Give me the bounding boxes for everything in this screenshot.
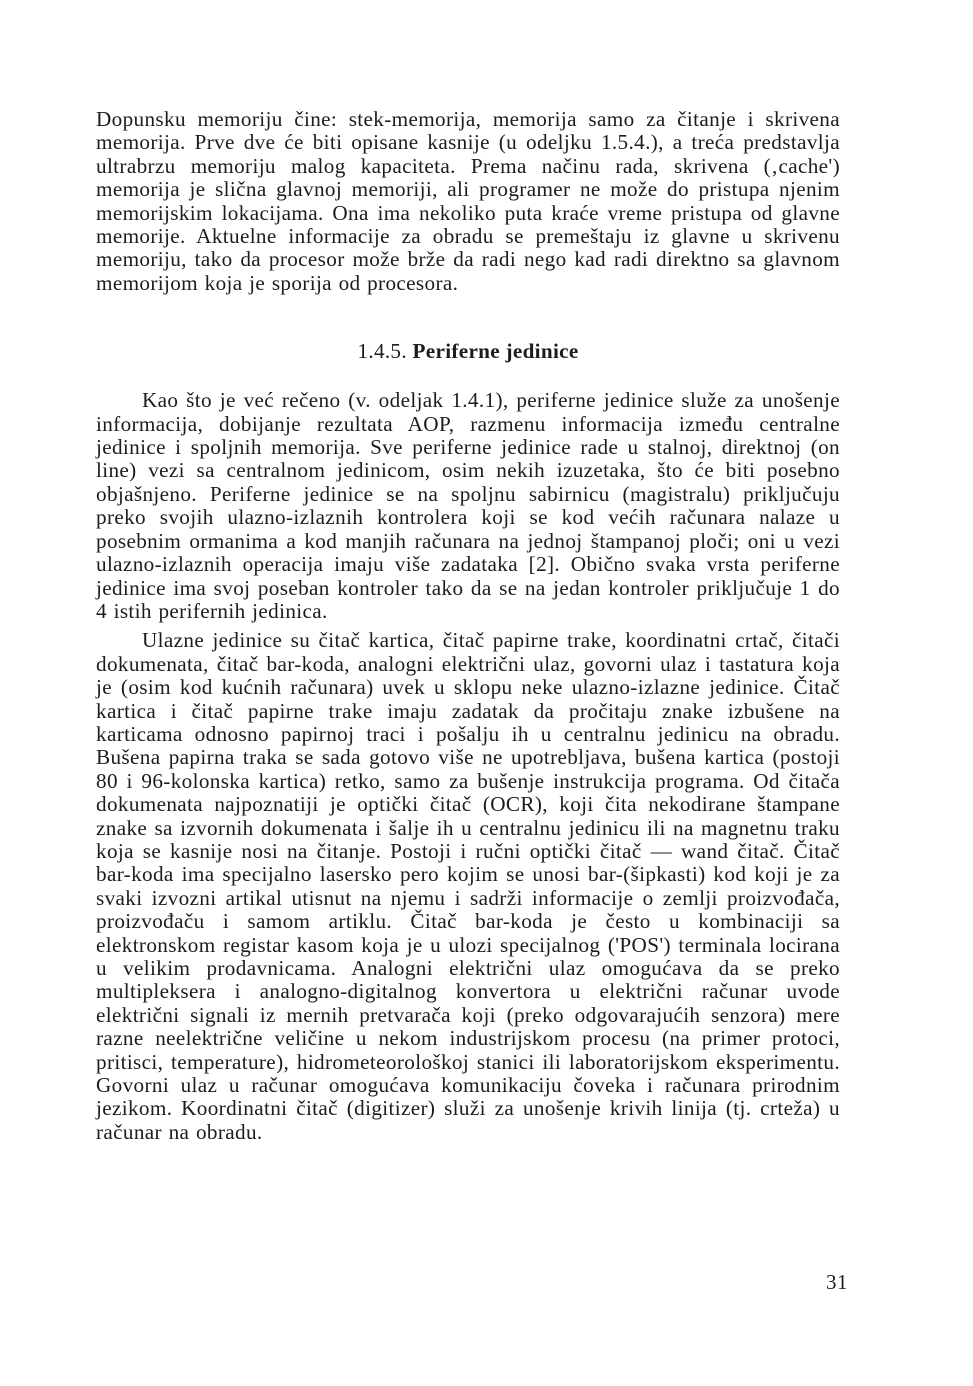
section-title: Periferne jedinice [412,339,579,364]
page-body [96,108,840,1144]
section-number: 1.4.5. [357,339,407,364]
paragraph-cache-memory: Dopunsku memoriju čine: stek-memorija, memorija samo za čitanje i skrivena memorija. Prve dve će biti opisane kasnije (u odeljku 1.5.4.), a treća predstavlja ultrabrzu memoriju malog kapaciteta. Prema načinu rada, skrivena (‚cache') memorija je slična glavnoj memoriji, ali programer ne može do pristupa njenim memorijskim lokacijama. Ona ima nekoliko puta kraće vreme pristupa od glavne memorije. Aktuelne informacije za obradu se premeštaju iz glavne u skrivenu memoriju, tako da procesor može brže da radi nego kad radi direktno sa glavnom memorijom koja je sporija od procesora. [96,107,840,295]
paragraph-input-units: Ulazne jedinice su čitač kartica, čitač papirne trake, koordinatni crtač, čitači dokumenata, čitač bar-koda, analogni električni ulaz, govorni ulaz i tastatura koja je (osim kod kućnih računara) uvek u sklopu neke ulazno-izlazne jedinice. Čitač kartica i čitač papirne trake imaju zadatak da pročitaju znake izbušene na karticama odnosno papirnoj traci i pošalju ih u centralnu jedinicu na obradu. Bušena papirna traka se sada gotovo više ne upotrebljava, bušena kartica (postoji 80 i 96-kolonska kartica) retko, samo za bušenje instrukcija programa. Od čitača dokumenata najpoznatiji je optički čitač (OCR), koji čita nekodirane štampane znake sa izvornih dokumenata i šalje ih u centralnu jedinicu ili na magnetnu traku koja se kasnije nosi na čitanje. Postoji i ručni optički čitač — wand čitač. Čitač bar-koda ima specijalno lasersko pero kojim se unosi bar-(šipkasti) kod koji je za svaki izvozni artikal utisnut na njemu i sadrži informacije o zemlji proizvođača, proizvođaču i samom artiklu. Čitač bar-koda je često u kombinaciji sa elektronskom registar kasom koja je u ulozi specijalnog ('POS') terminala locirana u velikim prodavnicama. Analogni električni ulaz omogućava da se preko multipleksera i analogno-digitalnog konvertora u električni računar uvode električni signali iz mernih pretvarača koji (preko odgovarajućih senzora) mere razne neelektrične veličine u nekom industrijskom procesu (na primer protoci, pritisci, temperature), hidrometeorološkoj stanici ili laboratorijskom eksperimentu. Govorni ulaz u računar omogućava komunikaciju čoveka i računara prirodnim jezikom. Koordinatni čitač (digitizer) služi za unošenje krivih linija (tj. crteža) u računar na obradu. [96,628,840,1144]
paragraph-peripheral-units: Kao što je već rečeno (v. odeljak 1.4.1), periferne jedinice služe za unošenje informacija, dobijanje rezultata AOP, razmenu informacija između centralne jedinice i spoljnih memorija. Sve periferne jedinice rade u stalnoj, direktnoj (on line) vezi sa centralnom jedinicom, osim nekih izuzetaka, što će biti posebno objašnjeno. Periferne jedinice se na spoljnu sabirnicu (magistralu) priključuju preko svojih ulazno-izlaznih kontrolera koji se kod većih računara nalaze u posebnim ormanima a kod manjih računara na jednoj štampanoj ploči; oni u vezi ulazno-izlaznih operacija imaju više zadataka [2]. Obično svaka vrsta periferne jedinice ima svoj poseban kontroler tako da se na jedan kontroler priključuje 1 do 4 istih perifernih jedinica. [96,388,840,623]
section-heading [96,339,840,363]
page-number: 31 [826,1270,848,1294]
